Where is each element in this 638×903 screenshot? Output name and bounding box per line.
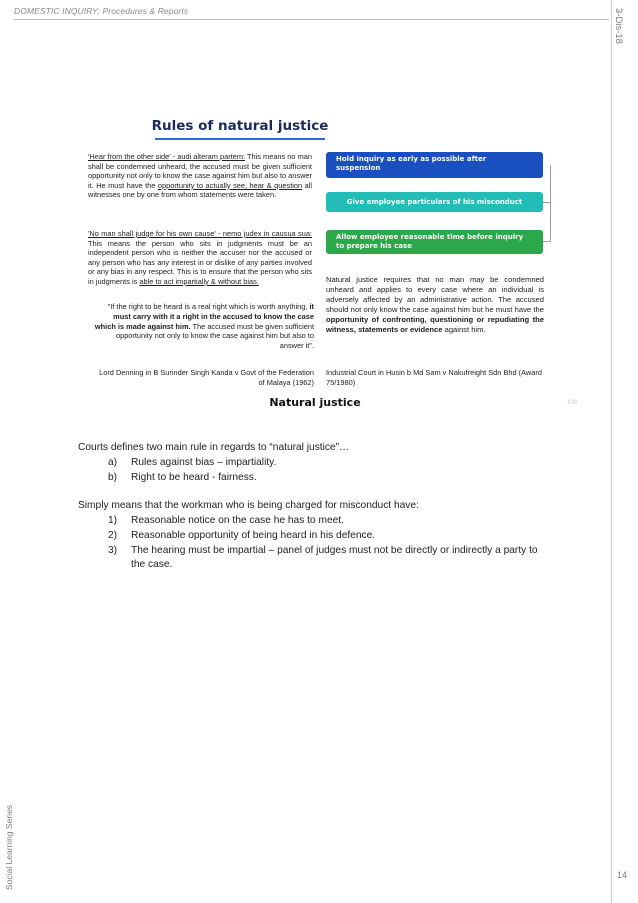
intro-paragraph: Courts defines two main rule in regards to “natural justice”…: [78, 442, 350, 453]
right-margin-divider: [611, 0, 612, 903]
header-date: [612, 8, 626, 68]
step-box-particulars: Give employee particulars of his misconduct: [326, 192, 543, 212]
denning-quote: [92, 302, 314, 351]
nemo-judex-heading: 'No man shall judge for his own cause' - nemo judex in causua sua:: [88, 229, 312, 238]
quote-text-c: The accused must be given sufficient opportunity not only to know the case against him but also to answer it".: [115, 321, 314, 351]
audi-alteram-partem-paragraph: [88, 152, 312, 200]
step-box-hold-inquiry: Hold inquiry as early as possible after suspension: [326, 152, 543, 178]
slide-title: Rules of natural justice: [150, 118, 330, 140]
series-label: [4, 800, 16, 890]
list-text: Right to be heard - fairness.: [131, 472, 257, 483]
nemo-judex-paragraph: [88, 229, 312, 287]
audi-alteram-underlined: opportunity to actually see, hear & question: [157, 180, 303, 190]
natural-justice-explanation: [326, 275, 544, 335]
audi-alteram-text-b: all witnesses one by one from whom statements were taken.: [88, 180, 313, 200]
list-marker: 2): [108, 530, 118, 541]
list-marker: 1): [108, 515, 118, 526]
slide-number: 108: [567, 400, 578, 406]
audi-alteram-text-a: This means no man shall be condemned unheard, the accused must be given sufficient opportunity not only to know the case against him but also to answer it. He must have the: [88, 152, 312, 190]
list-text: The hearing must be impartial – panel of judges must not be directly or indirectly a party to the case.: [131, 545, 538, 570]
list-text: Reasonable notice on the case he has to meet.: [131, 515, 344, 526]
quote-bold: it must carry with it a right in the accused to know the case which is made against him.: [94, 302, 314, 331]
nemo-judex-underlined: able to act impartially & without bias.: [139, 276, 259, 286]
denning-citation: Lord Denning in B Surinder Singh Kanda v Govt of the Federation of Malaya (1962): [99, 368, 314, 387]
document-header-title: DOMESTIC INQUIRY: Procedures & Reports: [14, 6, 189, 16]
intro2-paragraph: Simply means that the workman who is being charged for misconduct have:: [78, 500, 419, 511]
series-label-text: Social Learning Series: [4, 804, 14, 890]
list-text: Rules against bias – impartiality.: [131, 457, 277, 468]
list-marker: 3): [108, 545, 118, 556]
slide-caption: Natural justice: [269, 396, 361, 409]
explanation-text-a: Natural justice requires that no man may be condemned unheard and applies to every case where an individual is adversely affected by an administrative action. The accused should not only know the case against him but he must have the: [326, 275, 544, 314]
list-text: Reasonable opportunity of being heard in his defence.: [131, 530, 376, 541]
header-date-text: 3-Dis-18: [613, 8, 624, 44]
list-marker: b): [108, 472, 118, 483]
page-number: 14: [617, 870, 628, 880]
list-marker: a): [108, 457, 118, 468]
quote-text-a: "If the right to be heard is a real right which is worth anything,: [107, 302, 310, 311]
step-box-reasonable-time: Allow employee reasonable time before inquiry to prepare his case: [326, 230, 543, 254]
header-divider: [14, 19, 609, 20]
explanation-text-c: against him.: [442, 325, 486, 334]
explanation-bold: opportunity of confronting, questioning or repudiating the witness, statements or evidence: [326, 315, 544, 334]
husin-citation: Industrial Court in Husin b Md Sam v Nakufreight Sdn Bhd (Award 75/1980): [326, 368, 542, 387]
audi-alteram-heading: 'Hear from the other side' - audi alteram partem:: [88, 152, 246, 161]
nemo-judex-text-a: This means the person who sits in judgments must be an independent person who is neither the accuser nor the accused or any person who has any interest in or dislike of any parties involved or any bias in any respect. This is to ensure that the person who sits in judgments is: [88, 238, 312, 286]
